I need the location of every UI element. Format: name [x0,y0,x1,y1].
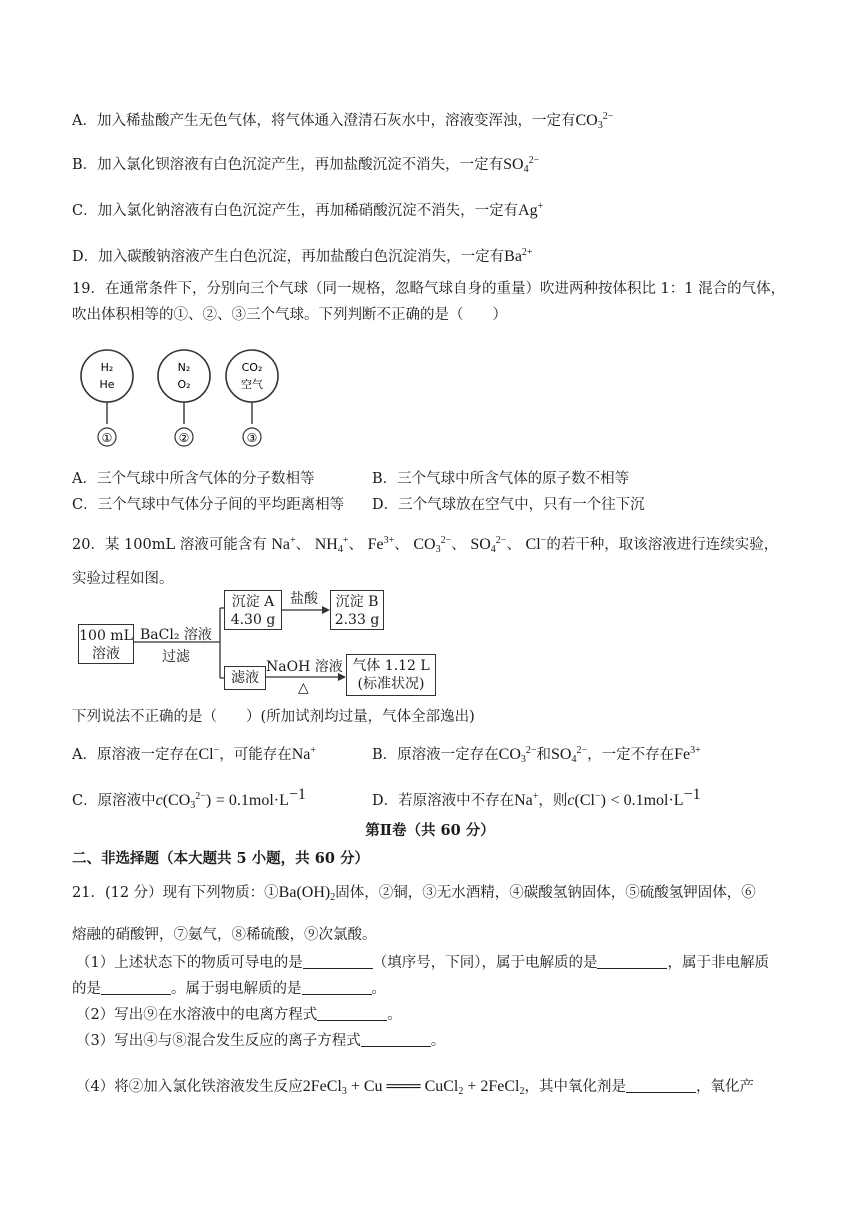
q18-option-a: A．加入稀盐酸产生无色气体，将气体通入澄清石灰水中，溶液变浑浊，一定有$CO_3^{2-}$ [72,111,614,131]
q21-part1-line1: （1）上述状态下的物质可导电的是 （填序号，下同），属于电解质的是 ，属于非电解质 [76,955,769,971]
q19-option-c: C．三个气球中气体分子间的平均距离相等 [72,497,345,513]
q20-flowchart [70,584,450,699]
q20-option-b: B．原溶液一定存在$CO_3^{2-}$和$SO_4^{2-}$，一定不存在$Fe^{3+}$ [372,745,701,765]
q21-part1-line2: 的是 。属于弱电解质的是 。 [72,981,386,997]
flow-gas: 气体 1.12 L (标准状况) [346,654,436,696]
q21-part2: （2）写出⑨在水溶液中的电离方程式 。 [76,1007,402,1023]
flow-precipitate-a: 沉淀 A 4.30 g [224,590,282,630]
q21-part3: （3）写出④与⑧混合发生反应的离子方程式 。 [76,1033,446,1049]
q20-option-a: A．原溶液一定存在Cl−，可能存在Na+ [72,745,317,763]
q19-stem-line2: 吹出体积相等的①、②、③三个气球。下列判断不正确的是（ ） [72,307,507,323]
flow-precipitate-b: 沉淀 B 2.33 g [330,590,384,630]
balloon-1-gas-top: H₂ [100,361,114,374]
answer-blank-4[interactable] [302,980,372,995]
flow-reagent-naoh: NaOH 溶液 [266,659,343,675]
q20-option-d: D．若原溶液中不存在Na+，则c(Cl−) < 0.1mol·L−1 [372,786,701,809]
q19-option-a: A．三个气球中所含气体的分子数相等 [72,471,315,487]
balloon-3-gas-top: CO₂ [241,361,263,374]
q20-question: 下列说法不正确的是（ ）(所加试剂均过量，气体全部逸出) [72,709,475,725]
q19-option-d: D．三个气球放在空气中，只有一个往下沉 [372,497,645,513]
q21-part4: （4）将②加入氯化铁溶液发生反应2FeCl$_3$ + Cu ═══ CuCl$_2$ + 2FeCl$_2$，其中氧化剂是 ，氧化产 [76,1078,754,1097]
q20-stem-line2: 实验过程如图。 [72,571,174,587]
q19-stem-line1: 19．在通常条件下，分别向三个气球（同一规格，忽略气球自身的重量）吹进两种按体积比 1：1 混合的气体， [72,281,786,297]
answer-blank-1[interactable] [303,954,373,969]
q19-option-b: B．三个气球中所含气体的原子数不相等 [372,471,630,487]
q20-stem-line1: 20．某 100mL 溶液可能含有 Na+、 $NH_4^+$、 $Fe^{3+}$、 $CO_3^{2-}$、 $SO_4^{2-}$、 Cl−的若干种，取该溶液进行连续实验， [72,535,779,555]
flow-filtrate: 滤液 [224,666,266,690]
section-ii-title: 第Ⅱ卷（共 60 分） [365,822,495,839]
balloon-3 [226,350,278,446]
q21-stem-line2: 熔融的硝酸钾，⑦氨气，⑧稀硫酸，⑨次氯酸。 [72,927,377,943]
q18-option-d: D．加入碳酸钠溶液产生白色沉淀，再加盐酸白色沉淀消失，一定有$Ba^{2+}$ [72,247,533,265]
balloon-3-tag: ③ [246,431,258,445]
flow-heat-symbol: △ [298,680,309,696]
flow-step-filter: 过滤 [162,649,190,665]
balloon-2 [158,350,210,446]
balloon-1-gas-bottom: He [99,378,115,391]
balloon-1 [81,350,133,446]
balloon-1-tag: ① [101,431,113,445]
answer-blank-7[interactable] [626,1078,696,1093]
answer-blank-5[interactable] [317,1006,387,1021]
balloon-2-gas-bottom: O₂ [177,378,191,391]
q21-stem-line1: 21．(12 分）现有下列物质：$①Ba(OH)_2$固体，②铜，③无水酒精，④碳酸氢钠固体，⑤硫酸氢钾固体，⑥ [72,884,756,903]
q20-option-c: C．原溶液中$c(CO_3^{2-}) = 0.1mol\cdot L-1$ [72,786,306,811]
answer-blank-6[interactable] [361,1032,431,1047]
q18-option-b: B．加入氯化钡溶液有白色沉淀产生，再加盐酸沉淀不消失，一定有$SO_4^{2-}$ [72,155,540,175]
flow-start-solution: 100 mL 溶液 [78,624,134,664]
answer-blank-3[interactable] [101,980,171,995]
balloon-3-gas-bottom: 空气 [241,378,263,391]
flow-reagent-bacl2: BaCl₂ 溶液 [140,627,212,643]
q19-balloons-figure [72,346,332,456]
q18-option-c: C．加入氯化钠溶液有白色沉淀产生，再加稀硝酸沉淀不消失，一定有Ag+ [72,201,544,219]
answer-blank-2[interactable] [597,954,667,969]
balloon-2-gas-top: N₂ [177,361,191,374]
flow-reagent-hcl: 盐酸 [290,591,318,607]
section-ii-subtitle: 二、非选择题（本大题共 5 小题，共 60 分） [72,850,369,867]
balloon-2-tag: ② [178,431,190,445]
